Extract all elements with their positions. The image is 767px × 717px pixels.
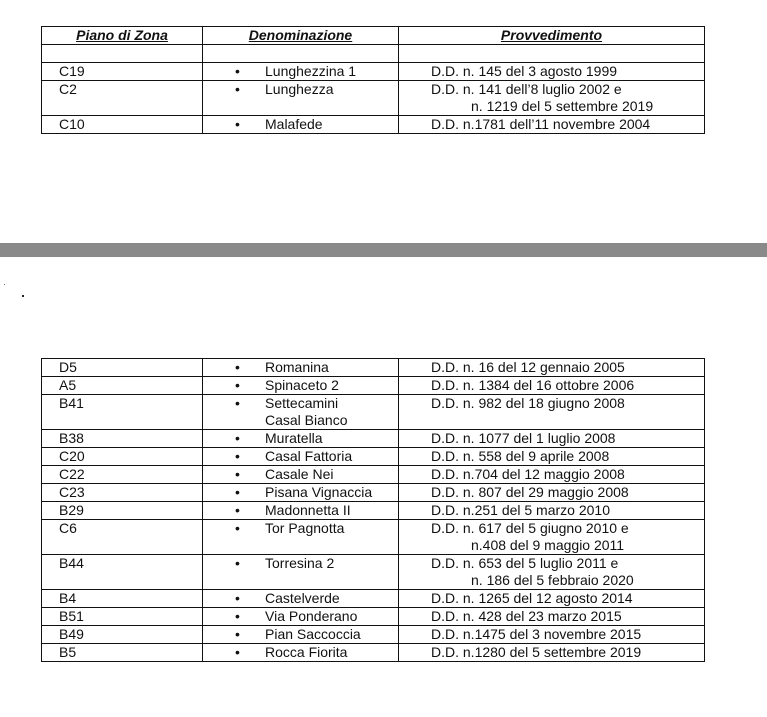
cell-piano-di-zona [42, 644, 203, 662]
zone-name: Tor Pagnotta [265, 520, 345, 536]
table-row [42, 502, 705, 520]
cell-piano-di-zona [42, 116, 203, 134]
provvedimento-text: D.D. n.1781 dell’11 novembre 2004 [431, 116, 651, 132]
table-row [42, 377, 705, 395]
zone-name: Malafede [265, 116, 323, 132]
provvedimento-text: D.D. n.251 del 5 marzo 2010 [431, 502, 610, 518]
provvedimento-text: D.D. n. 428 del 23 marzo 2015 [431, 608, 622, 624]
cell-piano-di-zona [42, 63, 203, 81]
cell-denominazione [203, 520, 399, 555]
provvedimento-text: n. 186 del 5 febbraio 2020 [471, 572, 634, 588]
provvedimento-text: D.D. n.1475 del 3 novembre 2015 [431, 626, 642, 642]
bullet-icon: • [235, 608, 240, 624]
empty-row [42, 45, 705, 63]
cell-denominazione [203, 430, 399, 448]
cell-denominazione [203, 555, 399, 590]
table-row [42, 608, 705, 626]
zone-code: C6 [59, 520, 77, 536]
table-row [42, 395, 705, 430]
table-row [42, 448, 705, 466]
bullet-icon: • [235, 520, 240, 536]
table-row [42, 430, 705, 448]
provvedimento-text: n. 1219 del 5 settembre 2019 [471, 98, 654, 114]
cell-provvedimento [399, 502, 705, 520]
table-row [42, 116, 705, 134]
zone-code: C20 [59, 448, 85, 464]
cell-denominazione [203, 81, 399, 116]
provvedimento-text: D.D. n. 141 dell’8 luglio 2002 e [431, 81, 622, 97]
provvedimento-text: D.D. n. 1384 del 16 ottobre 2006 [431, 377, 635, 393]
empty-cell [42, 45, 203, 63]
provvedimento-text: D.D. n. 807 del 29 maggio 2008 [431, 484, 629, 500]
table-row [42, 466, 705, 484]
cell-provvedimento [399, 626, 705, 644]
provvedimento-text: D.D. n. 1265 del 12 agosto 2014 [431, 590, 633, 606]
cell-denominazione [203, 608, 399, 626]
bullet-icon: • [235, 448, 240, 464]
zone-code: B51 [59, 608, 84, 624]
cell-provvedimento [399, 520, 705, 555]
zone-name: Lunghezzina 1 [265, 63, 357, 79]
cell-piano-di-zona [42, 466, 203, 484]
zone-name: Via Ponderano [265, 608, 358, 624]
provvedimento-text: D.D. n. 617 del 5 giugno 2010 e [431, 520, 629, 536]
cell-provvedimento [399, 448, 705, 466]
cell-provvedimento [399, 395, 705, 430]
scan-speck [4, 284, 5, 285]
zone-name: Madonnetta II [265, 502, 351, 518]
cell-piano-di-zona [42, 502, 203, 520]
table-header-row [42, 27, 705, 45]
provvedimento-text: D.D. n. 558 del 9 aprile 2008 [431, 448, 610, 464]
cell-provvedimento [399, 116, 705, 134]
cell-denominazione [203, 626, 399, 644]
bullet-icon: • [235, 626, 240, 642]
zone-name: Castelverde [265, 590, 340, 606]
bullet-icon: • [235, 63, 240, 79]
cell-denominazione [203, 484, 399, 502]
header-provvedimento: Provvedimento [399, 27, 705, 45]
cell-provvedimento [399, 63, 705, 81]
cell-piano-di-zona [42, 448, 203, 466]
header-piano-di-zona: Piano di Zona [42, 27, 203, 45]
bullet-icon: • [235, 484, 240, 500]
zone-code: B44 [59, 555, 84, 571]
cell-provvedimento [399, 608, 705, 626]
zone-code: D5 [59, 359, 77, 375]
zone-code: C22 [59, 466, 85, 482]
provvedimento-text: D.D. n.1280 del 5 settembre 2019 [431, 644, 642, 660]
zone-code: A5 [59, 377, 77, 393]
table-row [42, 590, 705, 608]
zone-name: Casal Fattoria [265, 448, 353, 464]
cell-piano-di-zona [42, 377, 203, 395]
zone-name: Casale Nei [265, 466, 334, 482]
cell-denominazione [203, 377, 399, 395]
cell-piano-di-zona [42, 626, 203, 644]
zone-name: Spinaceto 2 [265, 377, 339, 393]
empty-cell [203, 45, 399, 63]
table-row [42, 626, 705, 644]
header-denominazione: Denominazione [203, 27, 399, 45]
cell-denominazione [203, 448, 399, 466]
provvedimento-text: D.D. n. 982 del 18 giugno 2008 [431, 395, 625, 411]
bullet-icon: • [235, 644, 240, 660]
bullet-icon: • [235, 466, 240, 482]
cell-denominazione [203, 63, 399, 81]
cell-piano-di-zona [42, 81, 203, 116]
zone-code: C10 [59, 116, 85, 132]
zone-name: Pian Saccoccia [265, 626, 361, 642]
empty-cell [399, 45, 705, 63]
cell-piano-di-zona [42, 359, 203, 377]
cell-provvedimento [399, 466, 705, 484]
zone-name: Muratella [265, 430, 323, 446]
cell-denominazione [203, 644, 399, 662]
cell-provvedimento [399, 644, 705, 662]
cell-denominazione [203, 116, 399, 134]
cell-provvedimento [399, 555, 705, 590]
cell-piano-di-zona [42, 395, 203, 430]
zone-code: B38 [59, 430, 84, 446]
bullet-icon: • [235, 81, 240, 97]
cell-provvedimento [399, 430, 705, 448]
table-row [42, 555, 705, 590]
cell-provvedimento [399, 81, 705, 116]
zone-code: B49 [59, 626, 84, 642]
bullet-icon: • [235, 359, 240, 375]
zone-name: Lunghezza [265, 81, 334, 97]
cell-piano-di-zona [42, 590, 203, 608]
zone-code: B29 [59, 502, 84, 518]
table-row [42, 63, 705, 81]
table-row [42, 81, 705, 116]
bullet-icon: • [235, 430, 240, 446]
table-row [42, 644, 705, 662]
zone-name: Casal Bianco [265, 412, 348, 428]
page-separator [0, 243, 767, 257]
cell-piano-di-zona [42, 430, 203, 448]
provvedimento-text: D.D. n. 653 del 5 luglio 2011 e [431, 555, 619, 571]
cell-piano-di-zona [42, 484, 203, 502]
provvedimento-text: n.408 del 9 maggio 2011 [471, 537, 625, 553]
table-row [42, 359, 705, 377]
zone-code: C23 [59, 484, 85, 500]
zone-plan-table-top [41, 26, 705, 134]
zone-name: Romanina [265, 359, 329, 375]
cell-provvedimento [399, 484, 705, 502]
table-row [42, 484, 705, 502]
zone-code: B41 [59, 395, 84, 411]
cell-piano-di-zona [42, 555, 203, 590]
cell-denominazione [203, 466, 399, 484]
zone-code: C19 [59, 63, 85, 79]
scan-speck [22, 295, 24, 297]
bullet-icon: • [235, 116, 240, 132]
cell-provvedimento [399, 590, 705, 608]
provvedimento-text: D.D. n.704 del 12 maggio 2008 [431, 466, 625, 482]
zone-code: B5 [59, 644, 77, 660]
zone-name: Settecamini [265, 395, 339, 411]
table-row [42, 520, 705, 555]
cell-provvedimento [399, 359, 705, 377]
zone-plan-table-bottom [41, 358, 705, 662]
bullet-icon: • [235, 502, 240, 518]
cell-provvedimento [399, 377, 705, 395]
cell-piano-di-zona [42, 608, 203, 626]
zone-code: C2 [59, 81, 77, 97]
bullet-icon: • [235, 377, 240, 393]
zone-name: Pisana Vignaccia [265, 484, 373, 500]
cell-piano-di-zona [42, 520, 203, 555]
bullet-icon: • [235, 590, 240, 606]
cell-denominazione [203, 359, 399, 377]
provvedimento-text: D.D. n. 145 del 3 agosto 1999 [431, 63, 618, 79]
cell-denominazione [203, 502, 399, 520]
provvedimento-text: D.D. n. 16 del 12 gennaio 2005 [431, 359, 625, 375]
bullet-icon: • [235, 555, 240, 571]
zone-name: Torresina 2 [265, 555, 335, 571]
cell-denominazione [203, 590, 399, 608]
bullet-icon: • [235, 395, 240, 411]
zone-name: Rocca Fiorita [265, 644, 348, 660]
zone-code: B4 [59, 590, 77, 606]
provvedimento-text: D.D. n. 1077 del 1 luglio 2008 [431, 430, 616, 446]
cell-denominazione [203, 395, 399, 430]
